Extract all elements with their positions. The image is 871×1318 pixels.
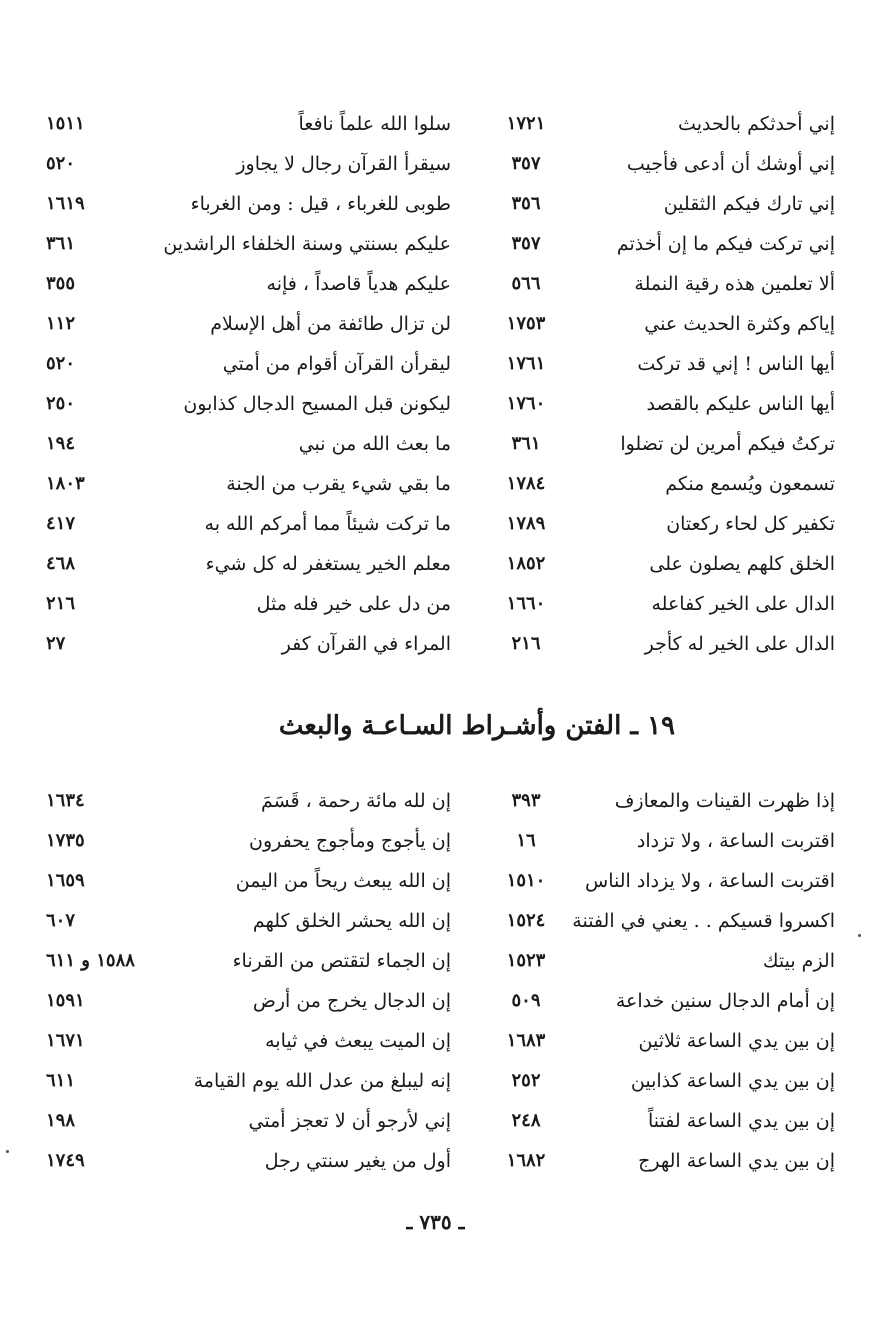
index-row [0, 504, 871, 544]
hadith-number-left: ١٥٩١ [46, 990, 85, 1011]
hadith-incipit-right: اقتربت الساعة ، ولا تزداد [636, 830, 835, 852]
index-row [0, 781, 871, 821]
hadith-incipit-left: إن لله مائة رحمة ، قَسَمَ [260, 790, 451, 812]
hadith-incipit-left: إن الدجال يخرج من أرض [252, 990, 451, 1012]
hadith-number-right: ١٧٢١ [506, 113, 546, 134]
hadith-incipit-right: إن بين يدي الساعة لفتناً [648, 1110, 835, 1132]
hadith-incipit-right: إياكم وكثرة الحديث عني [644, 313, 835, 335]
index-row [0, 1141, 871, 1181]
index-row [0, 901, 871, 941]
hadith-incipit-left: ليكونن قبل المسيح الدجال كذابون [183, 393, 451, 415]
hadith-number-right: ١٧٨٤ [506, 473, 546, 494]
hadith-incipit-right: تسمعون ويُسمع منكم [665, 473, 835, 495]
hadith-incipit-right: الزم بيتك [762, 950, 835, 972]
hadith-number-left: ١٥٨٨ و ٦١١ [46, 950, 135, 971]
scan-speck [6, 1150, 9, 1153]
index-row [0, 1021, 871, 1061]
hadith-incipit-right: إذا ظهرت القينات والمعازف [614, 790, 835, 812]
hadith-number-left: ٤٦٨ [46, 553, 76, 574]
hadith-number-right: ٥٦٦ [511, 273, 541, 294]
index-row [0, 1061, 871, 1101]
hadith-number-left: ١٦٧١ [46, 1030, 85, 1051]
hadith-incipit-left: إن الله يبعث ريحاً من اليمن [235, 870, 451, 892]
hadith-incipit-right: إني تارك فيكم الثقلين [663, 193, 835, 215]
hadith-number-left: ١٦٣٤ [46, 790, 85, 811]
hadith-number-right: ١٨٥٢ [506, 553, 546, 574]
page-number: ـ ٧٣٥ ـ [406, 1210, 465, 1234]
hadith-incipit-left: إن الميت يبعث في ثيابه [265, 1030, 451, 1052]
index-row [0, 264, 871, 304]
hadith-number-right: ١٦ [516, 830, 536, 851]
index-row [0, 861, 871, 901]
hadith-incipit-left: إنه ليبلغ من عدل الله يوم القيامة [193, 1070, 451, 1092]
hadith-number-left: ١٩٤ [46, 433, 76, 454]
hadith-number-right: ١٧٨٩ [506, 513, 546, 534]
hadith-incipit-right: إني تركت فيكم ما إن أخذتم [616, 233, 835, 255]
hadith-incipit-right: الدال على الخير له كأجر [644, 633, 835, 655]
scan-speck [858, 934, 861, 937]
hadith-incipit-left: إن الجماء لتقتص من القرناء [232, 950, 451, 972]
hadith-incipit-right: تركتُ فيكم أمرين لن تضلوا [620, 433, 835, 455]
hadith-index-bottom [0, 781, 871, 1181]
hadith-number-left: ٢٥٠ [46, 393, 76, 414]
index-row [0, 304, 871, 344]
hadith-number-left: ١٧٣٥ [46, 830, 85, 851]
hadith-number-left: ١٦٥٩ [46, 870, 85, 891]
hadith-number-left: ١٥١١ [46, 113, 85, 134]
hadith-number-right: ٣٥٧ [511, 153, 541, 174]
hadith-number-right: ٢١٦ [511, 633, 541, 654]
hadith-incipit-left: إن يأجوج ومأجوج يحفرون [249, 830, 451, 852]
hadith-incipit-left: إني لأرجو أن لا تعجز أمتي [248, 1110, 451, 1132]
index-row [0, 981, 871, 1021]
index-row [0, 104, 871, 144]
hadith-number-left: ٢١٦ [46, 593, 76, 614]
hadith-number-left: ١٧٤٩ [46, 1150, 85, 1171]
hadith-number-left: ٥٢٠ [46, 153, 76, 174]
hadith-incipit-right: ألا تعلمين هذه رقية النملة [634, 273, 835, 295]
hadith-number-right: ١٥١٠ [506, 870, 546, 891]
hadith-incipit-right: إني أحدثكم بالحديث [678, 113, 835, 135]
hadith-number-left: ٥٢٠ [46, 353, 76, 374]
hadith-incipit-right: إني أوشك أن أدعى فأجيب [626, 153, 835, 175]
hadith-incipit-left: إن الله يحشر الخلق كلهم [252, 910, 451, 932]
index-row [0, 184, 871, 224]
hadith-incipit-left: لن تزال طائفة من أهل الإسلام [210, 313, 451, 335]
hadith-incipit-right: إن بين يدي الساعة الهرج [638, 1150, 835, 1172]
hadith-incipit-left: ليقرأن القرآن أقوام من أمتي [222, 353, 451, 375]
hadith-number-right: ١٧٥٣ [506, 313, 546, 334]
hadith-incipit-left: سلوا الله علماً نافعاً [298, 113, 451, 135]
index-row [0, 941, 871, 981]
hadith-number-right: ٣٩٣ [511, 790, 541, 811]
index-row [0, 584, 871, 624]
hadith-number-left: ٤١٧ [46, 513, 76, 534]
hadith-incipit-left: سيقرأ القرآن رجال لا يجاوز [236, 153, 451, 175]
hadith-incipit-right: اقتربت الساعة ، ولا يزداد الناس [585, 870, 835, 892]
index-row [0, 821, 871, 861]
hadith-incipit-left: ما بعث الله من نبي [298, 433, 451, 455]
hadith-number-right: ١٥٢٤ [506, 910, 546, 931]
hadith-incipit-right: الدال على الخير كفاعله [651, 593, 835, 615]
index-row [0, 544, 871, 584]
hadith-incipit-right: اكسروا قسيكم . . يعني في الفتنة [572, 910, 835, 932]
hadith-index-top [0, 104, 871, 664]
hadith-number-right: ٣٥٧ [511, 233, 541, 254]
hadith-incipit-right: إن أمام الدجال سنين خداعة [615, 990, 835, 1012]
hadith-number-right: ٢٥٢ [511, 1070, 541, 1091]
hadith-number-left: ١١٢ [46, 313, 76, 334]
hadith-incipit-left: طوبى للغرباء ، قيل : ومن الغرباء [190, 193, 451, 215]
hadith-number-right: ٣٦١ [511, 433, 541, 454]
hadith-incipit-right: تكفير كل لحاء ركعتان [666, 513, 835, 535]
hadith-incipit-left: أول من يغير سنتي رجل [264, 1150, 451, 1172]
hadith-number-left: ٢٧ [46, 633, 66, 654]
hadith-incipit-right: إن بين يدي الساعة كذابين [630, 1070, 835, 1092]
hadith-incipit-left: معلم الخير يستغفر له كل شيء [205, 553, 451, 575]
hadith-number-left: ٣٦١ [46, 233, 76, 254]
hadith-number-left: ٣٥٥ [46, 273, 76, 294]
index-row [0, 344, 871, 384]
index-row [0, 1101, 871, 1141]
hadith-number-right: ٢٤٨ [511, 1110, 541, 1131]
hadith-incipit-right: أيها الناس عليكم بالقصد [646, 393, 835, 415]
hadith-incipit-left: عليكم بسنتي وسنة الخلفاء الراشدين [163, 233, 451, 255]
hadith-incipit-left: ما تركت شيئاً مما أمركم الله به [204, 513, 451, 535]
index-row [0, 624, 871, 664]
index-row [0, 144, 871, 184]
hadith-number-right: ٣٥٦ [511, 193, 541, 214]
hadith-number-left: ١٨٠٣ [46, 473, 85, 494]
hadith-number-right: ١٧٦٠ [506, 393, 546, 414]
index-row [0, 424, 871, 464]
hadith-number-left: ٦١١ [46, 1070, 76, 1091]
hadith-number-left: ١٩٨ [46, 1110, 76, 1131]
hadith-number-right: ١٦٨٣ [506, 1030, 546, 1051]
hadith-incipit-left: عليكم هدياً قاصداً ، فإنه [266, 273, 451, 295]
hadith-incipit-right: الخلق كلهم يصلون على [649, 553, 835, 575]
hadith-incipit-left: من دل على خير فله مثل [256, 593, 451, 615]
hadith-number-right: ٥٠٩ [511, 990, 541, 1011]
hadith-number-right: ١٥٢٣ [506, 950, 546, 971]
hadith-incipit-left: ما بقي شيء يقرب من الجنة [226, 473, 451, 495]
index-row [0, 384, 871, 424]
hadith-incipit-right: أيها الناس ! إني قد تركت [637, 353, 835, 375]
hadith-number-right: ١٧٦١ [506, 353, 546, 374]
hadith-number-right: ١٦٨٢ [506, 1150, 546, 1171]
hadith-number-left: ٦٠٧ [46, 910, 76, 931]
index-row [0, 224, 871, 264]
section-heading: ١٩ ـ الفتن وأشـراط السـاعـة والبعث [278, 711, 675, 741]
hadith-incipit-right: إن بين يدي الساعة ثلاثين [638, 1030, 835, 1052]
hadith-number-right: ١٦٦٠ [506, 593, 546, 614]
hadith-number-left: ١٦١٩ [46, 193, 85, 214]
hadith-incipit-left: المراء في القرآن كفر [281, 633, 451, 655]
index-row [0, 464, 871, 504]
